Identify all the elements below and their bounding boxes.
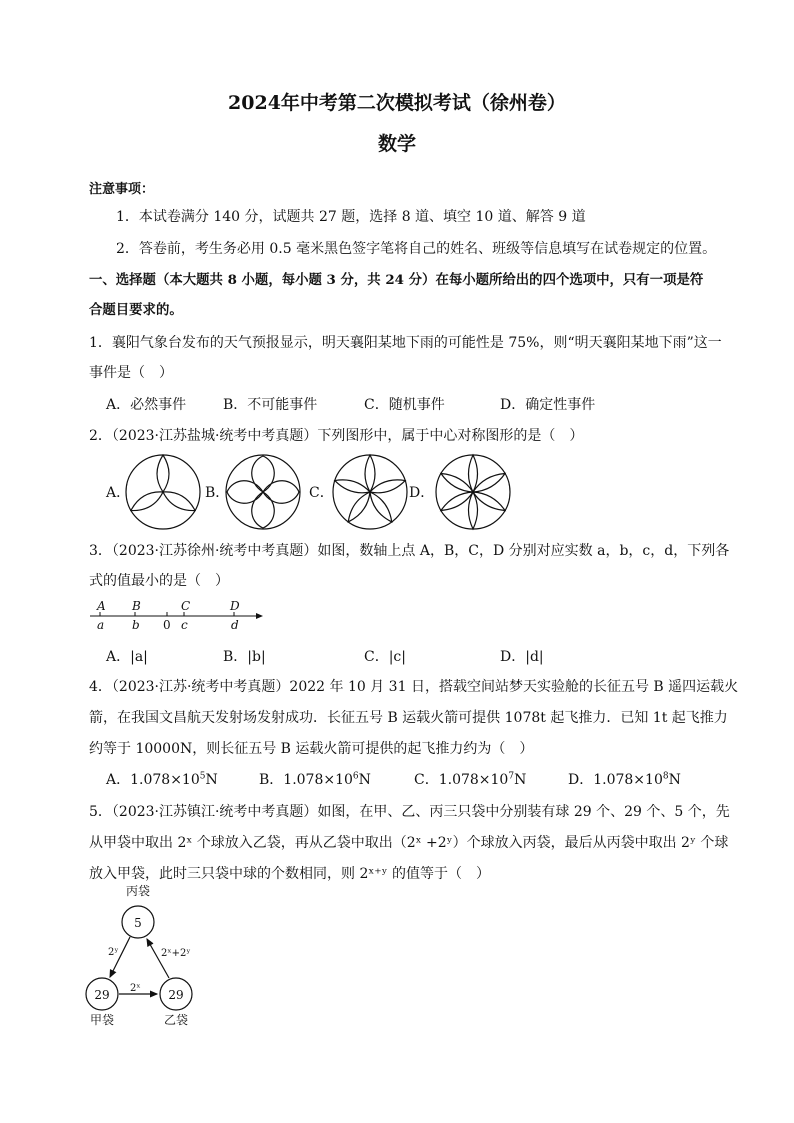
arrow-label-bing-jia: 2ʸ [108,947,119,958]
notice-item-2: 2．答卷前，考生务必用 0.5 毫米黑色签字笔将自己的姓名、班级等信息填写在试卷规定的位置。 [116,241,717,257]
notice-item-1: 1．本试卷满分 140 分，试题共 27 题，选择 8 道、填空 10 道、解答 9 道 [116,209,586,225]
bag-yi-label: 乙袋 [163,1013,189,1027]
q1-option-c: C．随机事件 [364,397,445,413]
q4-stem: 4．（2023·江苏·统考中考真题）2022 年 10 月 31 日，搭载空间站梦天实验舱的长征五号 B 遥四运载火 [89,679,739,695]
q2-label-b: B． [205,485,230,501]
q2-label-a: A． [106,485,131,501]
value-label-a: a [97,618,105,632]
zero-label: 0 [163,618,171,632]
q3-option-a: A．|a| [106,649,148,665]
q1-option-a: A．必然事件 [106,397,187,413]
bag-bing-count: 5 [134,916,142,930]
q4-option-a: A．$1.078\times 10^5N$ [106,771,218,788]
section-heading-cont: 合题目要求的。 [89,302,183,318]
q1-option-d: D．确定性事件 [500,397,596,413]
bag-bing-label: 丙袋 [125,884,151,898]
q4-stem-cont: 箭，在我国文昌航天发射场发射成功．长征五号 B 运载火箭可提供 1078t 起飞推力．已知 1t 起飞推力 [89,710,728,726]
point-label-c: C [181,599,191,613]
q5-stem-cont: 从甲袋中取出 2ˣ 个球放入乙袋，再从乙袋中取出（2ˣ +2ʸ）个球放入丙袋，最后从丙袋中取出 2ʸ 个球 [89,835,729,851]
section-heading: 一、选择题（本大题共 8 小题，每小题 3 分，共 24 分）在每小题所给出的四个选项中，只有一项是符 [89,272,704,288]
q1-option-b: B．不可能事件 [223,397,318,413]
value-label-d: d [231,618,239,632]
subject-title: 数学 [377,133,416,155]
point-label-d: D [230,599,240,613]
arrow-label-jia-yi: 2ˣ [130,983,141,994]
q3-number-line [88,597,268,633]
q5-stem-cont-2: 放入甲袋，此时三只袋中球的个数相同，则 2ˣ⁺ʸ 的值等于（ ） [89,866,491,882]
q3-stem: 3．（2023·江苏徐州·统考中考真题）如图，数轴上点 A，B，C，D 分别对应实数 a，b，c，d，下列各 [89,543,730,559]
q2-figure-a [123,452,203,532]
point-label-b: B [132,599,141,613]
q2-stem: 2．（2023·江苏盐城·统考中考真题）下列图形中，属于中心对称图形的是（ ） [89,428,584,444]
bag-jia-label: 甲袋 [89,1013,115,1027]
bag-jia-count: 29 [94,988,110,1002]
q2-figure-c [330,452,410,532]
arrow-label-yi-bing: 2ˣ+2ʸ [161,948,191,959]
q4-option-b: B．$1.078\times 10^6N$ [259,771,371,788]
value-label-b: b [132,618,140,632]
point-label-a: A [97,599,106,613]
q2-figure-b [223,452,303,532]
q5-stem: 5．（2023·江苏镇江·统考中考真题）如图，在甲、乙、丙三只袋中分别装有球 29 个、29 个、5 个，先 [89,804,730,820]
q2-label-c: C． [309,485,334,501]
q3-stem-cont: 式的值最小的是（ ） [89,573,229,589]
page-title: 2024年中考第二次模拟考试（徐州卷） [228,92,566,114]
q2-label-d: D． [409,485,435,501]
q1-stem-cont: 事件是（ ） [89,365,173,381]
bag-yi-count: 29 [168,988,184,1002]
q5-bag-diagram [80,880,220,1030]
q2-figure-d [433,452,513,532]
q1-stem: 1．襄阳气象台发布的天气预报显示，明天襄阳某地下雨的可能性是 75%，则“明天襄阳某地下雨”这一 [89,335,722,351]
notice-heading: 注意事项： [89,182,155,197]
value-label-c: c [181,618,188,632]
q3-option-d: D．|d| [500,649,544,665]
q4-stem-cont-2: 约等于 10000N，则长征五号 B 运载火箭可提供的起飞推力约为（ ） [89,741,534,757]
q4-option-c: C．$1.078\times 10^7N$ [414,771,527,788]
q3-option-c: C．|c| [364,649,406,665]
q4-option-d: D．$1.078\times 10^8N$ [568,771,681,788]
q3-option-b: B．|b| [223,649,266,665]
